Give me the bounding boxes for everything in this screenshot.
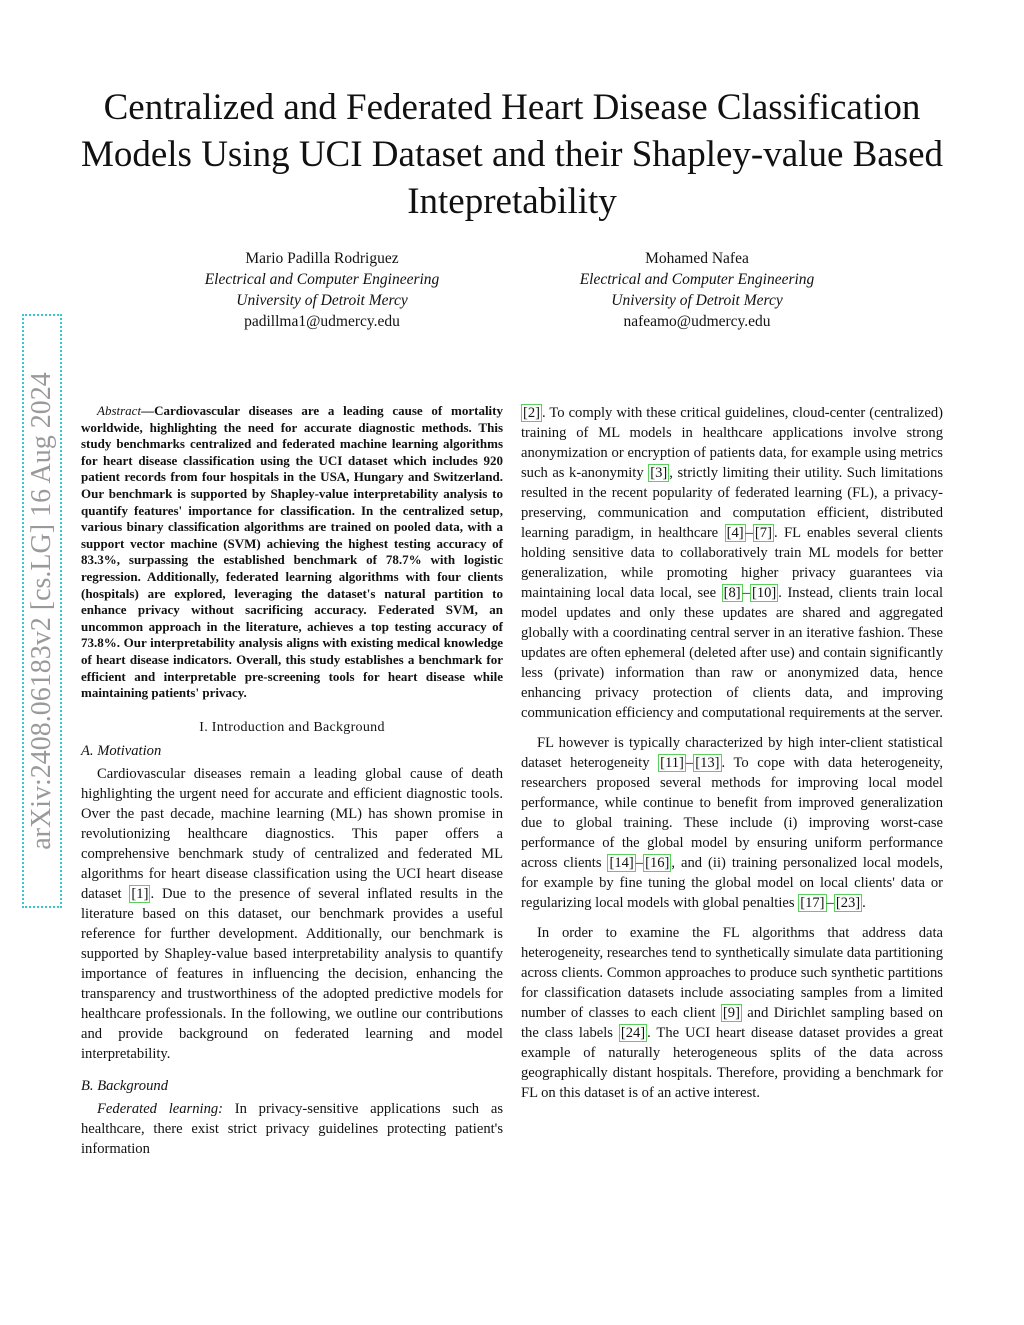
background-paragraph: Federated learning: In privacy-sensitive applications such as healthcare, there exist strict privacy guidelines protecting patient's information xyxy=(81,1100,504,1157)
author-department: Electrical and Computer Engineering xyxy=(204,271,440,288)
citation-link[interactable]: [8] xyxy=(723,585,741,601)
citation-link[interactable]: [9] xyxy=(722,1005,740,1021)
citation-link[interactable]: [10] xyxy=(751,585,777,601)
motivation-paragraph: Cardiovascular diseases remain a leading global cause of death highlighting the urgent need for accurate and efficient diagnostic tools. Over the past decade, machine learning (ML) has shown promise in revolutionizing healthcare diagnostics. This paper offers a comprehensive benchmark study of centralized and federated ML algorithms for heart disease classification using the UCI heart disease dataset [1] . Due to the presence of several inflated results in the literature based on this dataset, our benchmark provides a useful reference for further development. Additionally, our benchmark is supported by Shapley-value based interpretability analysis to quantify importance of features in influencing the decision, enhancing the transparency and trustworthiness of the adopted predictive models for healthcare professionals. In the following, we outline our contributions and provide background on federated learning and model interpretability. xyxy=(81,765,503,1062)
section-heading: I. Introduction and Background xyxy=(199,719,385,735)
paragraph-label: Federated learning: xyxy=(97,1100,224,1117)
arxiv-identifier: arXiv:2408.06183v2 [cs.LG] 16 Aug 2024 xyxy=(26,372,58,850)
background-paragraph-continued: [2] . To comply with these critical guidelines, cloud-center (centralized) training of ML models in healthcare applications involve strong anonymization or encryption of patients data, for example using metrics such as k-anonymity [3] , strictly limiting their utility. Such limitations resulted in the recent popularity of federated learning (FL), a privacy-preserving, communication and computation efficient, distributed learning paradigm, in healthcare [4] – [7] . FL enables several clients holding sensitive data to collaboratively train ML models for better generalization, while promoting higher privacy guarantees via maintaining local data local, see [8] – [10] . Instead, clients train local model updates and only these updates are shared and aggregated globally with a coordinating central server in an iterative fashion. These updates are often ephemeral (deleted after use) and contain significantly less (private) information than raw or anonymized data, hence enhancing privacy protection of clients data, and improving communication efficiency and computational requirements at the server. xyxy=(521,405,943,721)
right-column xyxy=(521,403,943,1103)
subsection-heading-background: B. Background xyxy=(81,1077,168,1094)
author-email: padillma1@udmercy.edu xyxy=(244,313,400,330)
author-block-1 xyxy=(152,248,492,332)
citation-link[interactable]: [7] xyxy=(754,525,772,541)
author-university: University of Detroit Mercy xyxy=(611,292,783,309)
citation-link[interactable]: [24] xyxy=(620,1025,646,1041)
citation-link[interactable]: [3] xyxy=(650,465,668,481)
author-email: nafeamo@udmercy.edu xyxy=(623,313,771,330)
citation-link[interactable]: [2] xyxy=(523,405,541,421)
author-university: University of Detroit Mercy xyxy=(236,292,408,309)
citation-link[interactable]: [11] xyxy=(660,755,684,771)
arxiv-stamp[interactable] xyxy=(22,314,62,908)
heterogeneity-paragraph: FL however is typically characterized by high inter-client statistical dataset heterogeneity [11] – [13] . To cope with data heterogeneity, researchers proposed several methods for improving local model performance, while continue to benefit from improved generalization due to global training. These include (i) improving worst-case performance of the global model by ensuring uniform performance across clients [14] – [16] , and (ii) training personalized local models, for example by fine tuning the global model on local clients' data or regularizing local models with global penalties [17] – [23] . xyxy=(521,735,943,911)
abstract-label: Abstract xyxy=(97,403,142,418)
partition-paragraph: In order to examine the FL algorithms that address data heterogeneity, researches tend to synthetically simulate data partitioning across clients. Common approaches to produce such synthetic partitions for classification datasets include associating samples from a limited number of classes to each client [9] and Dirichlet sampling based on the class labels [24] . The UCI heart disease dataset provides a great example of naturally heterogeneous splits of the data across geographically distant hospitals. Therefore, providing a benchmark for FL on this dataset is of an active interest. xyxy=(521,925,943,1101)
citation-link[interactable]: [4] xyxy=(726,525,744,541)
citation-link[interactable]: [16] xyxy=(645,855,670,871)
author-name: Mohamed Nafea xyxy=(645,250,749,267)
abstract xyxy=(81,403,503,702)
left-column xyxy=(81,403,503,1159)
citation-link[interactable]: [13] xyxy=(695,755,720,771)
subsection-heading-motivation: A. Motivation xyxy=(81,742,162,759)
author-block-2 xyxy=(527,248,867,332)
abstract-text: —Cardiovascular diseases are a leading cause of mortality worldwide, highlighting the need for accurate diagnostic methods. This study benchmarks centralized and federated machine learning algorithms for heart disease classification using the UCI dataset which includes 920 patient records from four hospitals in the USA, Hungary and Switzerland. Our benchmark is supported by Shapley-value interpretability analysis to quantify features' importance for classification. In the centralized setup, various binary classification algorithms are trained on pooled data, with a support vector machine (SVM) achieving the highest testing accuracy of 83.3%, surpassing the established benchmark of 78.7% with logistic regression. Additionally, federated learning algorithms with four clients (hospitals) are explored, leveraging the dataset's natural partition to enhance privacy without sacrificing accuracy. Federated SVM, an uncommon approach in the literature, achieves a top testing accuracy of 73.8%. Our interpretability analysis aligns with existing medical knowledge of heart disease indicators. Overall, this study establishes a benchmark for efficient and interpretable pre-screening tools for heart disease while maintaining patients' privacy. xyxy=(81,403,503,701)
paper-title: Centralized and Federated Heart Disease Classification Models Using UCI Dataset and their Shapley-value Based Intepretability xyxy=(80,87,944,222)
citation-link[interactable]: [14] xyxy=(609,855,634,871)
author-department: Electrical and Computer Engineering xyxy=(579,271,815,288)
author-name: Mario Padilla Rodriguez xyxy=(245,250,399,267)
citation-link[interactable]: [1] xyxy=(131,885,149,902)
citation-link[interactable]: [17] xyxy=(800,895,825,911)
citation-link[interactable]: [23] xyxy=(835,895,861,911)
